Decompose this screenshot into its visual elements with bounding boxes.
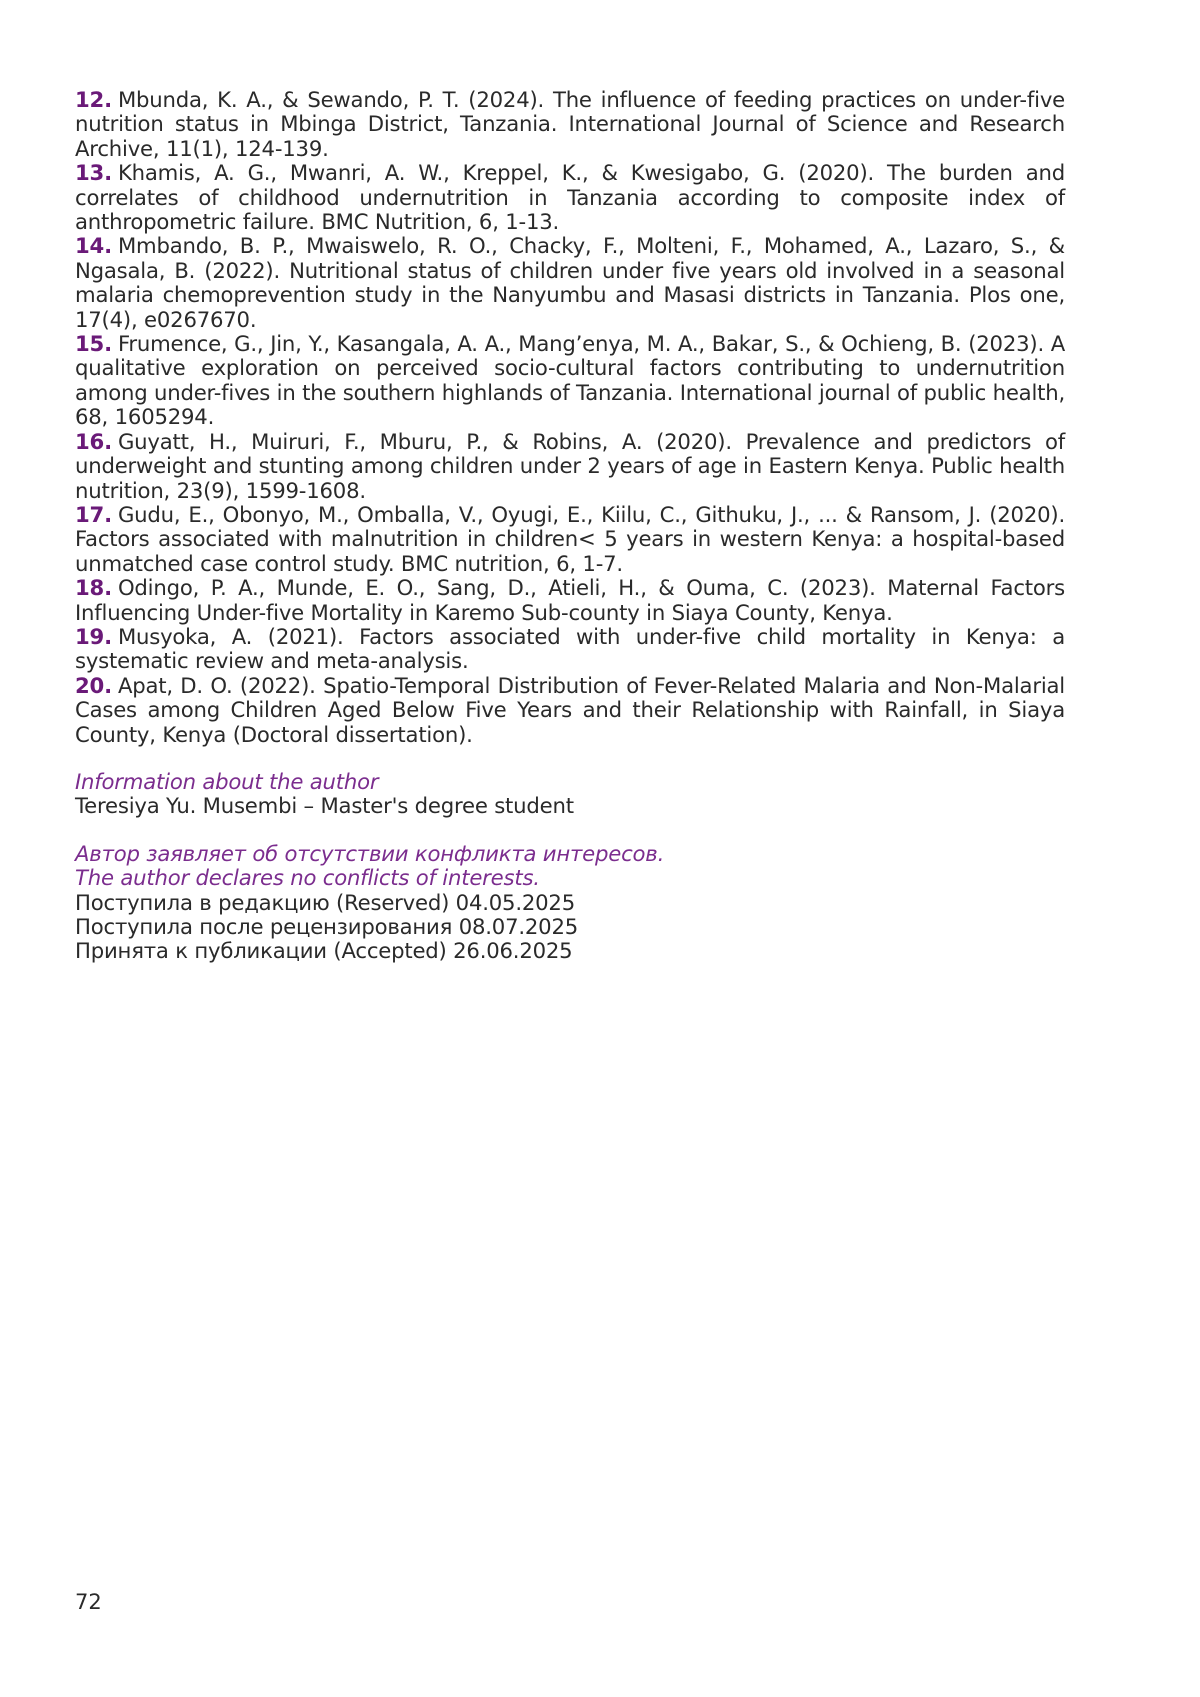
- reference-number: 16.: [75, 429, 112, 454]
- reference-item: [75, 234, 1065, 332]
- author-line: Teresiya Yu. Musembi – Master's degree student: [75, 794, 1065, 818]
- accepted-date: Принята к публикации (Accepted) 26.06.2025: [75, 939, 1065, 963]
- reference-text: Khamis, A. G., Mwanri, A. W., Kreppel, K., & Kwesigabo, G. (2020). The burden and correlates of childhood undernutrition in Tanzania according to composite index of anthropometric failure. BMC Nutrition, 6, 1-13.: [75, 160, 1065, 234]
- reference-number: 18.: [75, 575, 112, 600]
- page-number: 72: [75, 1590, 102, 1614]
- reference-item: [75, 88, 1065, 161]
- author-info-heading: Information about the author: [75, 770, 1065, 794]
- reference-text: Mbunda, K. A., & Sewando, P. T. (2024). The influence of feeding practices on under-five nutrition status in Mbinga District, Tanzania. International Journal of Science and Research Archive, 11(1), 124-139.: [75, 87, 1065, 161]
- reference-text: Musyoka, A. (2021). Factors associated with under-five child mortality in Kenya: a systematic review and meta-analysis.: [75, 624, 1065, 673]
- reference-item: [75, 161, 1065, 234]
- received-date: Поступила в редакцию (Reserved) 04.05.2025: [75, 891, 1065, 915]
- reference-list: [75, 88, 1065, 747]
- declarations-section: [75, 842, 1065, 964]
- author-info-section: [75, 770, 1065, 819]
- page-content: [75, 88, 1065, 964]
- reference-number: 15.: [75, 331, 112, 356]
- reference-number: 19.: [75, 624, 112, 649]
- reference-item: [75, 625, 1065, 674]
- conflict-statement-en: The author declares no conflicts of interests.: [75, 866, 1065, 890]
- reference-text: Odingo, P. A., Munde, E. O., Sang, D., Atieli, H., & Ouma, C. (2023). Maternal Factors Influencing Under-five Mortality in Karemo Sub-county in Siaya County, Kenya.: [75, 575, 1065, 624]
- reference-item: [75, 576, 1065, 625]
- reference-number: 13.: [75, 160, 112, 185]
- reference-text: Apat, D. O. (2022). Spatio-Temporal Distribution of Fever-Related Malaria and Non-Malarial Cases among Children Aged Below Five Years and their Relationship with Rainfall, in Siaya County, Kenya (Doctoral dissertation).: [75, 673, 1065, 747]
- reference-item: [75, 430, 1065, 503]
- reference-number: 12.: [75, 87, 112, 112]
- reference-text: Mmbando, B. P., Mwaiswelo, R. O., Chacky, F., Molteni, F., Mohamed, A., Lazaro, S., & Ngasala, B. (2022). Nutritional status of children under five years old involved in a seasonal malaria chemoprevention study in the Nanyumbu and Masasi districts in Tanzania. Plos one, 17(4), e0267670.: [75, 233, 1065, 331]
- reference-text: Frumence, G., Jin, Y., Kasangala, A. A., Mang’enya, M. A., Bakar, S., & Ochieng, B. (2023). A qualitative exploration on perceived socio-cultural factors contributing to undernutrition among under-fives in the southern highlands of Tanzania. International journal of public health, 68, 1605294.: [75, 331, 1065, 429]
- reference-item: [75, 674, 1065, 747]
- revised-date: Поступила после рецензирования 08.07.2025: [75, 915, 1065, 939]
- reference-item: [75, 332, 1065, 430]
- reference-number: 14.: [75, 233, 112, 258]
- reference-number: 20.: [75, 673, 112, 698]
- reference-text: Gudu, E., Obonyo, M., Omballa, V., Oyugi, E., Kiilu, C., Githuku, J., ... & Ransom, J. (2020). Factors associated with malnutrition in children< 5 years in western Kenya: a hospital-based unmatched case control study. BMC nutrition, 6, 1-7.: [75, 502, 1065, 576]
- reference-item: [75, 503, 1065, 576]
- reference-number: 17.: [75, 502, 112, 527]
- reference-text: Guyatt, H., Muiruri, F., Mburu, P., & Robins, A. (2020). Prevalence and predictors of underweight and stunting among children under 2 years of age in Eastern Kenya. Public health nutrition, 23(9), 1599-1608.: [75, 429, 1065, 503]
- conflict-statement-ru: Автор заявляет об отсутствии конфликта интересов.: [75, 842, 1065, 866]
